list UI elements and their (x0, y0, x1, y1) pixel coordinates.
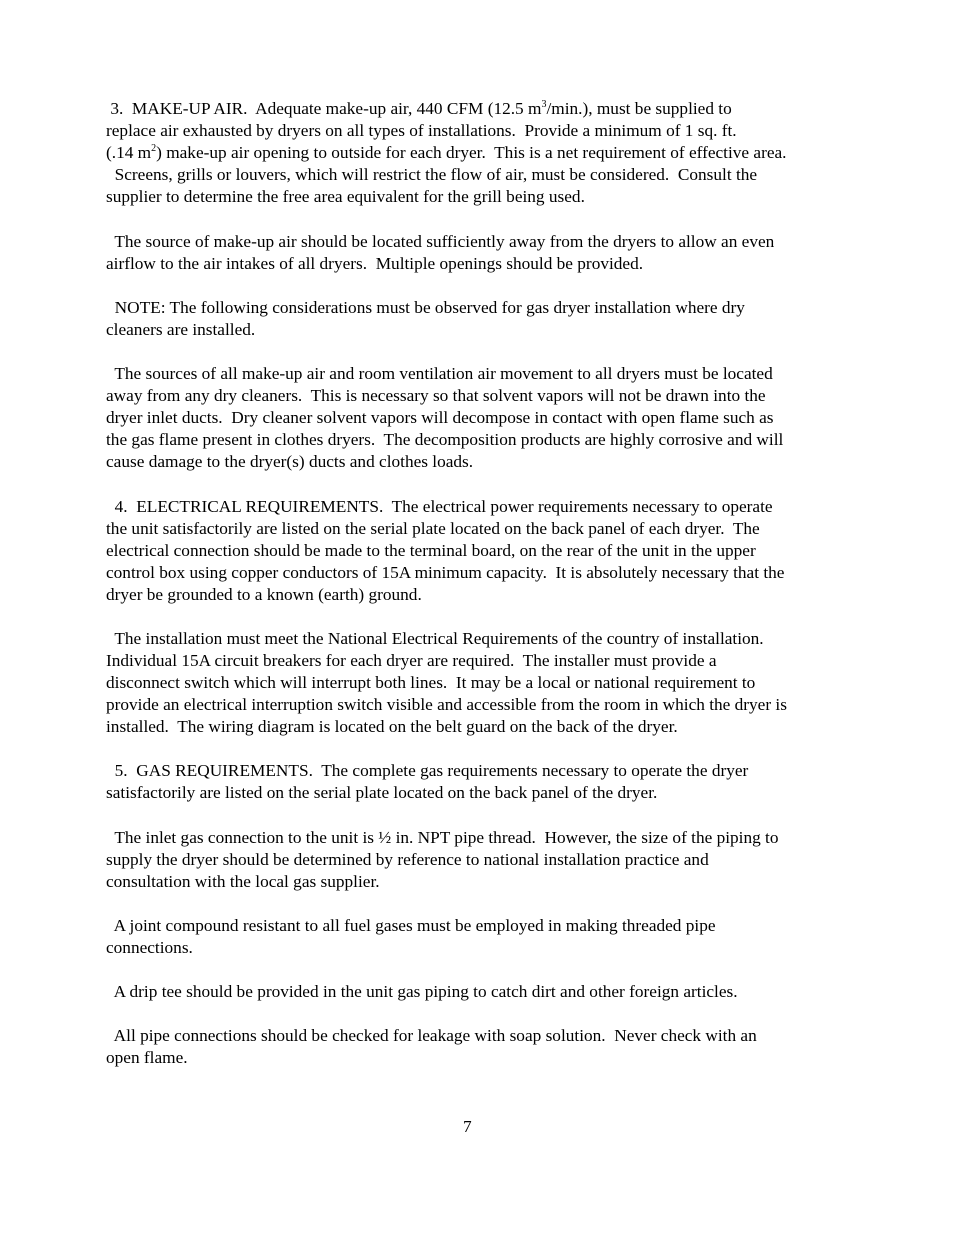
text-line (106, 186, 846, 208)
paragraph (106, 231, 846, 275)
superscript: 3 (541, 99, 547, 110)
text-run: control box using copper conductors of 15A minimum capacity. It is absolutely necessary that the (106, 563, 785, 582)
text-line (106, 937, 846, 959)
text-line (106, 120, 846, 142)
text-line (106, 98, 846, 120)
text-run: satisfactorily are listed on the serial plate located on the back panel of the dryer. (106, 783, 658, 802)
text-run: the unit satisfactorily are listed on the serial plate located on the back panel of each dryer. The (106, 519, 760, 538)
text-run: consultation with the local gas supplier. (106, 872, 380, 891)
text-line (106, 716, 846, 738)
text-line (106, 672, 846, 694)
paragraph (106, 760, 846, 804)
text-line (106, 782, 846, 804)
text-run: provide an electrical interruption switch visible and accessible from the room in which the dryer is (106, 695, 787, 714)
text-run: /min.), must be supplied to (546, 99, 732, 118)
text-line (106, 518, 846, 540)
text-line (106, 915, 846, 937)
text-line (106, 496, 846, 518)
text-run: Screens, grills or louvers, which will restrict the flow of air, must be considered. Consult the (106, 165, 758, 184)
paragraph (106, 628, 846, 738)
text-line (106, 231, 846, 253)
text-line (106, 827, 846, 849)
paragraph (106, 915, 846, 959)
text-run: replace air exhausted by dryers on all types of installations. Provide a minimum of 1 sq. ft. (106, 121, 737, 140)
text-line (106, 628, 846, 650)
page-number: 7 (463, 1117, 472, 1136)
superscript: 2 (151, 143, 157, 154)
paragraph (106, 827, 846, 893)
text-run: installed. The wiring diagram is located on the belt guard on the back of the dryer. (106, 717, 678, 736)
text-run: dryer be grounded to a known (earth) ground. (106, 585, 422, 604)
text-run: The installation must meet the National Electrical Requirements of the country of installation. (106, 629, 764, 648)
text-run: A drip tee should be provided in the unit gas piping to catch dirt and other foreign articles. (106, 982, 738, 1001)
text-run: the gas flame present in clothes dryers. The decomposition products are highly corrosive and will (106, 430, 784, 449)
text-line (106, 385, 846, 407)
text-line (106, 297, 846, 319)
text-run: 5. GAS REQUIREMENTS. The complete gas requirements necessary to operate the dryer (106, 761, 749, 780)
text-line (106, 849, 846, 871)
text-run: (.14 m (106, 143, 152, 162)
text-run: dryer inlet ducts. Dry cleaner solvent vapors will decompose in contact with open flame such as (106, 408, 774, 427)
text-run: cause damage to the dryer(s) ducts and clothes loads. (106, 452, 474, 471)
text-run: disconnect switch which will interrupt both lines. It may be a local or national requirement to (106, 673, 756, 692)
text-run: open flame. (106, 1048, 188, 1067)
text-run: The inlet gas connection to the unit is ½ in. NPT pipe thread. However, the size of the piping to (106, 828, 779, 847)
text-line (106, 540, 846, 562)
text-line (106, 562, 846, 584)
text-line (106, 650, 846, 672)
text-run: 4. ELECTRICAL REQUIREMENTS. The electrical power requirements necessary to operate (106, 497, 773, 516)
text-line (106, 363, 846, 385)
text-run: All pipe connections should be checked for leakage with soap solution. Never check with an (106, 1026, 757, 1045)
text-line (106, 407, 846, 429)
text-run: supplier to determine the free area equivalent for the grill being used. (106, 187, 585, 206)
paragraph (106, 297, 846, 341)
text-line (106, 871, 846, 893)
paragraph (106, 981, 846, 1003)
text-line (106, 142, 846, 164)
text-run: airflow to the air intakes of all dryers. Multiple openings should be provided. (106, 254, 644, 273)
text-run: NOTE: The following considerations must be observed for gas dryer installation where dry (106, 298, 745, 317)
paragraph (106, 363, 846, 473)
text-line (106, 1047, 846, 1069)
text-line (106, 760, 846, 782)
text-run: The sources of all make-up air and room ventilation air movement to all dryers must be located (106, 364, 773, 383)
text-run: supply the dryer should be determined by reference to national installation practice and (106, 850, 709, 869)
text-run: Individual 15A circuit breakers for each dryer are required. The installer must provide a (106, 651, 717, 670)
text-line (106, 319, 846, 341)
text-run: ) make-up air opening to outside for each dryer. This is a net requirement of effective area. (156, 143, 787, 162)
text-run: cleaners are installed. (106, 320, 256, 339)
text-line (106, 429, 846, 451)
paragraph (106, 98, 846, 208)
text-run: connections. (106, 938, 193, 957)
paragraph (106, 1025, 846, 1069)
text-run: The source of make-up air should be located sufficiently away from the dryers to allow an even (106, 232, 775, 251)
text-line (106, 981, 846, 1003)
text-line (106, 164, 846, 186)
text-run: electrical connection should be made to the terminal board, on the rear of the unit in the upper (106, 541, 756, 560)
text-run: A joint compound resistant to all fuel gases must be employed in making threaded pipe (106, 916, 716, 935)
text-line (106, 694, 846, 716)
text-line (106, 451, 846, 473)
text-run: away from any dry cleaners. This is necessary so that solvent vapors will not be drawn into the (106, 386, 766, 405)
text-line (106, 584, 846, 606)
paragraph (106, 496, 846, 606)
text-line (106, 1025, 846, 1047)
text-run: 3. MAKE-UP AIR. Adequate make-up air, 440 CFM (12.5 m (106, 99, 542, 118)
text-line (106, 253, 846, 275)
